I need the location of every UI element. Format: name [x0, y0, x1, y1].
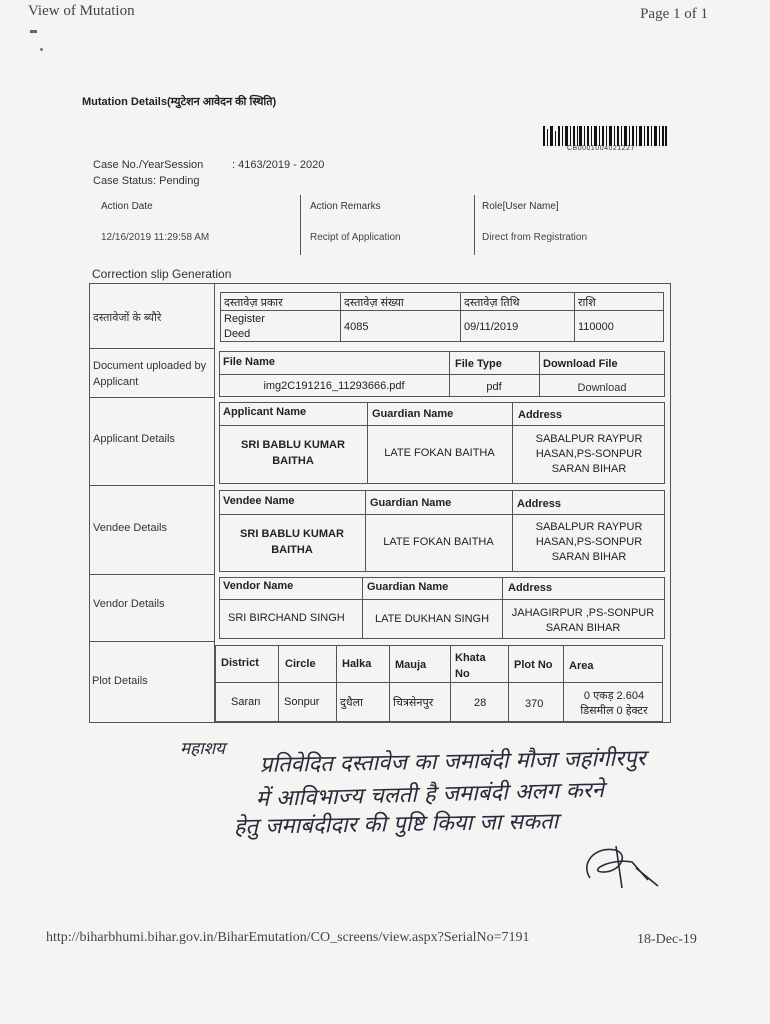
vendee-guardian-header: Guardian Name [370, 497, 452, 509]
handwritten-line: महाशय [180, 739, 226, 759]
table-rule [219, 374, 665, 375]
plot-khata-header: Khata No [455, 652, 486, 680]
handwritten-note [170, 738, 760, 893]
table-rule [512, 490, 513, 572]
vendee-name-header: Vendee Name [223, 495, 295, 507]
vendor-address-value: JAHAGIRPUR ,PS-SONPUR SARAN BIHAR [511, 607, 655, 634]
case-status-label: Case Status [93, 175, 153, 187]
role-value: Direct from Registration [482, 232, 588, 243]
column-divider [474, 195, 475, 255]
plot-area-value: 0 एकड़ 2.604 डिसमील 0 हेक्टर [580, 690, 648, 717]
table-rule [219, 514, 665, 515]
file-type-value: pdf [486, 381, 502, 393]
table-rule [512, 402, 513, 484]
action-remarks-value: Recipt of Application [310, 232, 401, 243]
table-rule [563, 645, 564, 722]
handwritten-line: प्रतिवेदित दस्तावेज का जमाबंदी मौजा जहांगीरपुर [259, 746, 646, 778]
vendor-guardian-value: LATE DUKHAN SINGH [374, 613, 490, 625]
doc-number-value: 4085 [344, 321, 369, 333]
doc-date-value: 09/11/2019 [464, 321, 519, 333]
applicant-address-header: Address [518, 409, 563, 421]
barcode-number: CB0001004021227 [567, 145, 635, 152]
table-rule [460, 292, 461, 342]
print-footer-date: 18-Dec-19 [637, 932, 697, 947]
grid-divider [89, 397, 215, 398]
plot-mauja-value: चित्रसेनपुर [393, 697, 434, 709]
plot-no-header: Plot No [514, 659, 553, 671]
table-rule [336, 645, 337, 722]
vendor-guardian-header: Guardian Name [367, 581, 449, 593]
documents-table [220, 292, 664, 342]
plot-circle-value: Sonpur [284, 696, 320, 708]
vendor-name-value: SRI BIRCHAND SINGH [228, 612, 345, 624]
table-rule [278, 645, 279, 722]
plot-district-header: District [221, 657, 259, 669]
plot-label: Plot Details [92, 675, 148, 687]
file-name-value: img2C191216_11293666.pdf [263, 380, 405, 392]
doc-amount-value: 110000 [578, 321, 614, 333]
print-header-page: Page 1 of 1 [640, 6, 708, 22]
handwritten-line: में आविभाज्य चलती है जमाबंदी अलग करने [255, 777, 605, 812]
print-footer-url: http://biharbhumi.bihar.gov.in/BiharEmutation/CO_screens/view.aspx?SerialNo=7191 [46, 930, 530, 945]
table-rule [450, 645, 451, 722]
table-rule [508, 645, 509, 722]
download-header: Download File [543, 358, 618, 370]
vendee-name-value: SRI BABLU KUMAR BAITHA [240, 528, 344, 556]
plot-no-value: 370 [525, 698, 544, 710]
column-divider [300, 195, 301, 255]
table-rule [389, 645, 390, 722]
correction-slip-heading: Correction slip Generation [92, 267, 232, 281]
case-no-label: Case No./YearSession [93, 159, 204, 171]
action-date-value: 12/16/2019 11:29:58 AM [101, 232, 210, 243]
table-rule [362, 577, 363, 639]
table-rule [215, 682, 663, 683]
table-rule [219, 599, 665, 600]
signature-icon [587, 846, 658, 888]
vendor-label: Vendor Details [93, 598, 165, 610]
vendee-guardian-value: LATE FOKAN BAITHA [383, 536, 494, 548]
action-remarks-header: Action Remarks [310, 201, 381, 212]
grid-divider [89, 641, 215, 642]
applicant-guardian-value: LATE FOKAN BAITHA [384, 447, 495, 459]
action-date-header: Action Date [101, 201, 153, 212]
applicant-name-header: Applicant Name [223, 406, 307, 418]
plot-khata-value: 28 [474, 697, 487, 709]
plot-district-value: Saran [231, 696, 261, 708]
applicant-address-value: SABALPUR RAYPUR HASAN,PS-SONPUR SARAN BIHAR [535, 433, 643, 475]
case-status-value: : Pending [153, 175, 200, 187]
handwritten-line: हेतु जमाबंदीदार की पुष्टि किया जा सकता [233, 809, 559, 840]
vendee-address-header: Address [517, 498, 562, 510]
applicant-name-value: SRI BABLU KUMAR BAITHA [241, 439, 345, 467]
vendee-address-value: SABALPUR RAYPUR HASAN,PS-SONPUR SARAN BIHAR [535, 521, 643, 563]
print-header-title: View of Mutation [28, 3, 135, 19]
applicant-guardian-header: Guardian Name [372, 408, 454, 420]
barcode-image [543, 126, 667, 146]
grid-divider [89, 348, 215, 349]
doc-amount-header: राशि [578, 297, 596, 309]
table-rule [574, 292, 575, 342]
page-title: Mutation Details(म्युटेशन आवेदन की स्थिति) [82, 96, 277, 108]
doc-type-value: Register Deed [224, 313, 265, 340]
applicant-label: Applicant Details [93, 433, 175, 445]
upload-label: Document uploaded by Applicant [93, 360, 207, 388]
vendor-address-header: Address [508, 582, 553, 594]
table-rule [340, 292, 341, 342]
table-rule [219, 425, 665, 426]
download-link[interactable]: Download [577, 382, 627, 394]
grid-divider [89, 574, 215, 575]
table-rule [365, 490, 366, 572]
plot-circle-header: Circle [285, 658, 316, 670]
vendor-name-header: Vendor Name [223, 580, 294, 592]
file-type-header: File Type [455, 358, 502, 370]
table-rule [367, 402, 368, 484]
doc-date-header: दस्तावेज़ तिथि [464, 297, 520, 309]
case-no-value: : 4163/2019 - 2020 [232, 159, 325, 171]
documents-label: दस्तावेजों के ब्यौरे [93, 312, 162, 324]
table-rule [220, 310, 664, 311]
scan-mark [40, 48, 43, 51]
doc-number-header: दस्तावेज़ संख्या [344, 297, 404, 309]
plot-mauja-header: Mauja [395, 659, 427, 671]
doc-type-header: दस्तावेज़ प्रकार [224, 297, 283, 309]
file-name-header: File Name [223, 356, 275, 368]
scan-mark [30, 30, 37, 33]
grid-divider [89, 485, 215, 486]
vendee-label: Vendee Details [93, 522, 167, 534]
plot-area-header: Area [569, 660, 594, 672]
role-header: Role[User Name] [482, 201, 559, 212]
plot-halka-value: दुधैला [340, 697, 363, 709]
plot-halka-header: Halka [342, 658, 372, 670]
